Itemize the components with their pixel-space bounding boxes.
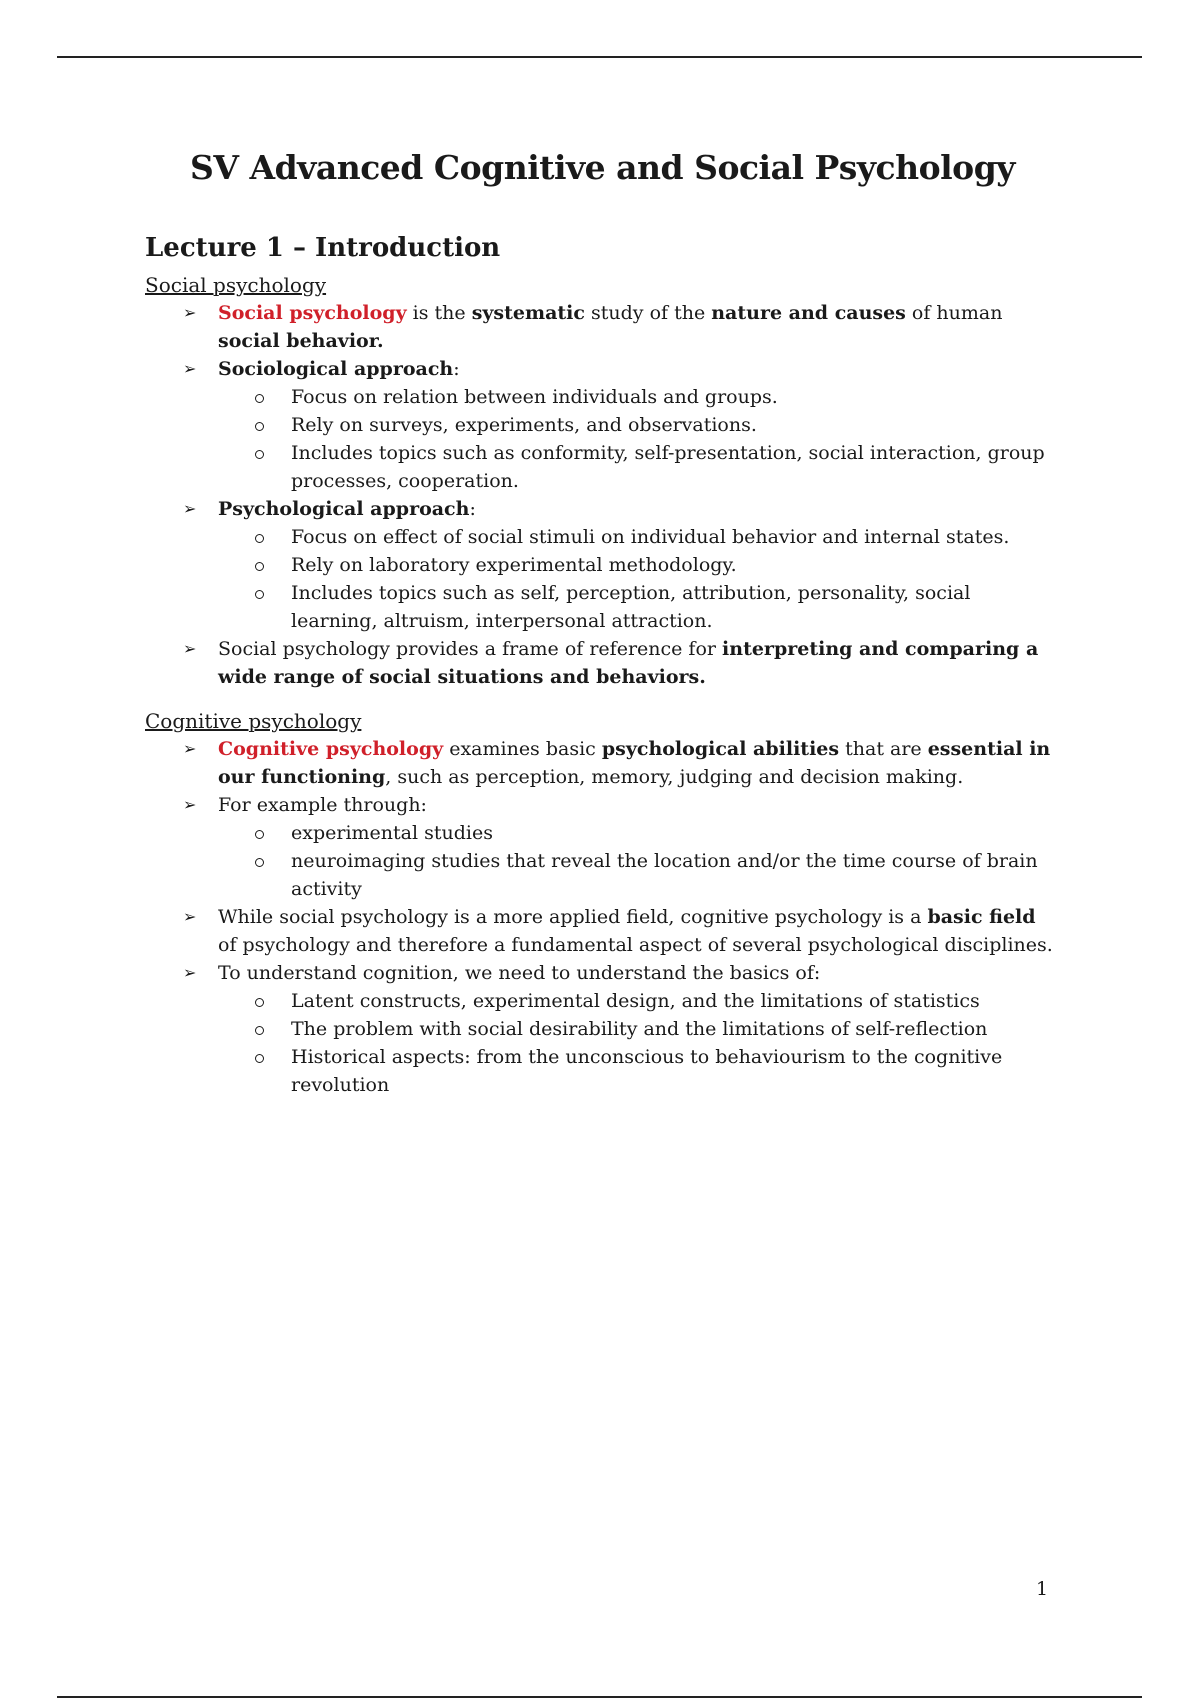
emphasis: nature and causes	[711, 302, 906, 324]
sub-list-item: Focus on effect of social stimuli on individual behavior and internal states.	[291, 523, 1060, 551]
sub-list-item: Latent constructs, experimental design, and the limitations of statistics	[291, 987, 1060, 1015]
sub-list-item: Rely on surveys, experiments, and observations.	[291, 411, 1060, 439]
emphasis: basic field	[927, 906, 1036, 928]
arrowhead-bullet-icon: ➢	[183, 795, 197, 814]
footer-rule	[57, 1696, 1142, 1698]
bullet-list	[145, 735, 1060, 1099]
hollow-circle-bullet-icon	[255, 1026, 264, 1035]
sub-list-item: Includes topics such as conformity, self-presentation, social interaction, group processes, cooperation.	[291, 439, 1060, 495]
emphasis: psychological abilities	[601, 738, 840, 760]
document-title: SV Advanced Cognitive and Social Psychology	[190, 148, 1015, 187]
list-item	[183, 299, 1060, 355]
text-run: of human	[905, 302, 1003, 324]
list-item	[183, 735, 1060, 791]
text-run: To understand cognition, we need to understand the basics of:	[218, 962, 821, 984]
sub-list-item: neuroimaging studies that reveal the location and/or the time course of brain activity	[291, 847, 1060, 903]
emphasis: systematic	[471, 302, 585, 324]
emphasis: Psychological approach	[218, 498, 470, 520]
section-heading: Cognitive psychology	[145, 709, 362, 733]
hollow-circle-bullet-icon	[255, 450, 264, 459]
sub-list-item: Historical aspects: from the unconscious to behaviourism to the cognitive revolution	[291, 1043, 1060, 1099]
header-rule	[57, 56, 1142, 58]
section-heading: Social psychology	[145, 273, 327, 297]
lecture-title: Lecture 1 – Introduction	[145, 233, 501, 263]
text-run: While social psychology is a more applied field, cognitive psychology is a	[218, 906, 928, 928]
emphasis: Sociological approach	[218, 358, 454, 380]
hollow-circle-bullet-icon	[255, 830, 264, 839]
emphasis: social behavior.	[218, 330, 384, 352]
arrowhead-bullet-icon: ➢	[183, 963, 197, 982]
list-item	[183, 791, 1060, 903]
arrowhead-bullet-icon: ➢	[183, 499, 197, 518]
arrowhead-bullet-icon: ➢	[183, 907, 197, 926]
sub-list-item: Focus on relation between individuals and groups.	[291, 383, 1060, 411]
section-social-psychology	[145, 271, 1060, 691]
bullet-list	[145, 299, 1060, 691]
key-term: Social psychology	[218, 302, 407, 324]
arrowhead-bullet-icon: ➢	[183, 639, 197, 658]
document-body	[145, 140, 1060, 1099]
section-cognitive-psychology	[145, 707, 1060, 1099]
list-item	[183, 635, 1060, 691]
hollow-circle-bullet-icon	[255, 394, 264, 403]
emphasis: interpreting and comparing a wide range of social situations and behaviors.	[218, 638, 1039, 688]
text-run: that are	[839, 738, 928, 760]
sub-list	[218, 523, 1060, 635]
arrowhead-bullet-icon: ➢	[183, 739, 197, 758]
text-run: of psychology and therefore a fundamental aspect of several psychological disciplines.	[218, 934, 1053, 956]
sub-list-item: Includes topics such as self, perception, attribution, personality, social learning, altruism, interpersonal attraction.	[291, 579, 1060, 635]
text-run: , such as perception, memory, judging and decision making.	[385, 766, 964, 788]
text-run: study of the	[584, 302, 712, 324]
list-item	[183, 903, 1060, 959]
arrowhead-bullet-icon: ➢	[183, 359, 197, 378]
emphasis: essential in our functioning	[218, 738, 1051, 788]
hollow-circle-bullet-icon	[255, 858, 264, 867]
page-number: 1	[1036, 1578, 1049, 1600]
hollow-circle-bullet-icon	[255, 1054, 264, 1063]
list-item	[183, 495, 1060, 635]
text-run: examines basic	[443, 738, 602, 760]
sub-list	[218, 819, 1060, 903]
sub-list	[218, 987, 1060, 1099]
hollow-circle-bullet-icon	[255, 590, 264, 599]
sub-list-item: The problem with social desirability and the limitations of self-reflection	[291, 1015, 1060, 1043]
hollow-circle-bullet-icon	[255, 562, 264, 571]
text-run: For example through:	[218, 794, 427, 816]
hollow-circle-bullet-icon	[255, 998, 264, 1007]
text-run: Social psychology provides a frame of reference for	[218, 638, 723, 660]
list-item	[183, 355, 1060, 495]
arrowhead-bullet-icon: ➢	[183, 303, 197, 322]
sub-list-item: experimental studies	[291, 819, 1060, 847]
sub-list	[218, 383, 1060, 495]
hollow-circle-bullet-icon	[255, 422, 264, 431]
list-item	[183, 959, 1060, 1099]
key-term: Cognitive psychology	[218, 738, 444, 760]
text-run: is the	[406, 302, 472, 324]
hollow-circle-bullet-icon	[255, 534, 264, 543]
text-run: :	[453, 358, 460, 380]
sub-list-item: Rely on laboratory experimental methodology.	[291, 551, 1060, 579]
text-run: :	[469, 498, 476, 520]
